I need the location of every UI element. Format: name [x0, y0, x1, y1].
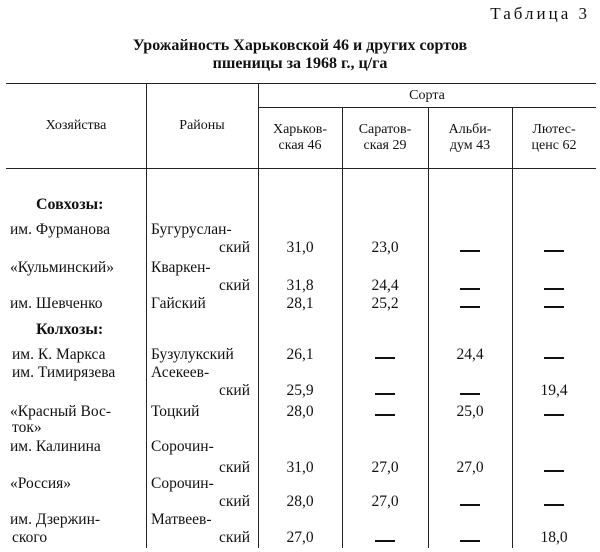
- empty-dash: [460, 250, 480, 252]
- empty-dash: [460, 540, 480, 542]
- value-cell: 24,4: [371, 277, 399, 294]
- farm-name: им. Калинина: [10, 438, 101, 455]
- header-bottom-rule: [6, 168, 596, 169]
- column-divider-4: [428, 107, 429, 548]
- farm-name: «Красный Вос-: [10, 403, 111, 420]
- header-variety-3: Альби- дум 43: [448, 122, 492, 153]
- group-kolkhozy: Колхозы:: [36, 321, 104, 338]
- district-name: Матвеев-: [151, 511, 212, 528]
- empty-dash: [460, 504, 480, 506]
- empty-dash: [544, 470, 564, 472]
- district-name: Сорочин-: [151, 438, 214, 455]
- varieties-header-rule: [258, 107, 596, 108]
- value-cell: 26,1: [286, 346, 314, 363]
- value-cell: 28,0: [286, 493, 314, 510]
- empty-dash: [460, 306, 480, 308]
- empty-dash: [460, 288, 480, 290]
- header-varieties: Сорта: [409, 88, 445, 103]
- header-farm: Хозяйства: [45, 118, 107, 133]
- value-cell: 23,0: [371, 239, 399, 256]
- empty-dash: [544, 414, 564, 416]
- header-variety-4: Лютес- ценс 62: [531, 122, 577, 153]
- district-name: Бузулукский: [151, 346, 234, 363]
- header-variety-2: Саратов- ская 29: [358, 122, 412, 153]
- value-cell: 25,0: [456, 403, 484, 420]
- value-cell: 25,2: [371, 295, 399, 312]
- value-cell: 19,4: [540, 382, 568, 399]
- farm-name-cont: ского: [12, 529, 48, 546]
- district-name-cont: ский: [219, 277, 250, 294]
- empty-dash: [375, 540, 395, 542]
- district-name: Сорочин-: [151, 475, 214, 492]
- table-label: Таблица 3: [490, 4, 590, 23]
- table-top-rule: [6, 83, 596, 84]
- table-title-line-2: пшеницы за 1968 г., ц/га: [212, 55, 388, 72]
- column-divider-1: [146, 83, 147, 548]
- header-variety-1: Харьков- ская 46: [272, 122, 328, 153]
- table-title-line-1: Урожайность Харьковской 46 и других сортов: [132, 37, 468, 54]
- district-name: Тоцкий: [151, 403, 200, 420]
- empty-dash: [375, 357, 395, 359]
- district-name: Гайский: [151, 295, 206, 312]
- empty-dash: [544, 288, 564, 290]
- value-cell: 31,0: [286, 459, 314, 476]
- value-cell: 31,8: [286, 277, 314, 294]
- district-name: Кваркен-: [151, 259, 211, 276]
- empty-dash: [460, 393, 480, 395]
- value-cell: 31,0: [286, 239, 314, 256]
- value-cell: 25,9: [286, 382, 314, 399]
- farm-name-cont: ток»: [12, 419, 42, 436]
- column-divider-3: [342, 107, 343, 548]
- district-name-cont: ский: [219, 493, 250, 510]
- header-district: Районы: [179, 118, 225, 133]
- value-cell: 27,0: [371, 493, 399, 510]
- empty-dash: [544, 504, 564, 506]
- farm-name: им. Дзержин-: [10, 511, 101, 528]
- farm-name: им. К. Маркса: [12, 346, 106, 363]
- farm-name: «Россия»: [10, 475, 72, 492]
- empty-dash: [544, 357, 564, 359]
- district-name-cont: ский: [219, 239, 250, 256]
- district-name: Асекеев-: [151, 364, 210, 381]
- value-cell: 28,0: [286, 403, 314, 420]
- column-divider-5: [512, 107, 513, 548]
- value-cell: 24,4: [456, 346, 484, 363]
- value-cell: 28,1: [286, 295, 314, 312]
- farm-name: «Кульминский»: [10, 259, 114, 276]
- value-cell: 27,0: [286, 529, 314, 546]
- value-cell: 27,0: [456, 459, 484, 476]
- group-sovkhozy: Совхозы:: [36, 196, 104, 213]
- district-name: Бугуруслан-: [151, 221, 232, 238]
- district-name-cont: ский: [219, 529, 250, 546]
- district-name-cont: ский: [219, 382, 250, 399]
- farm-name: им. Шевченко: [10, 295, 103, 312]
- empty-dash: [375, 393, 395, 395]
- empty-dash: [375, 414, 395, 416]
- empty-dash: [544, 306, 564, 308]
- farm-name: им. Фурманова: [10, 221, 110, 238]
- empty-dash: [544, 250, 564, 252]
- value-cell: 27,0: [371, 459, 399, 476]
- value-cell: 18,0: [540, 529, 568, 546]
- farm-name: им. Тимирязева: [12, 364, 116, 381]
- district-name-cont: ский: [219, 459, 250, 476]
